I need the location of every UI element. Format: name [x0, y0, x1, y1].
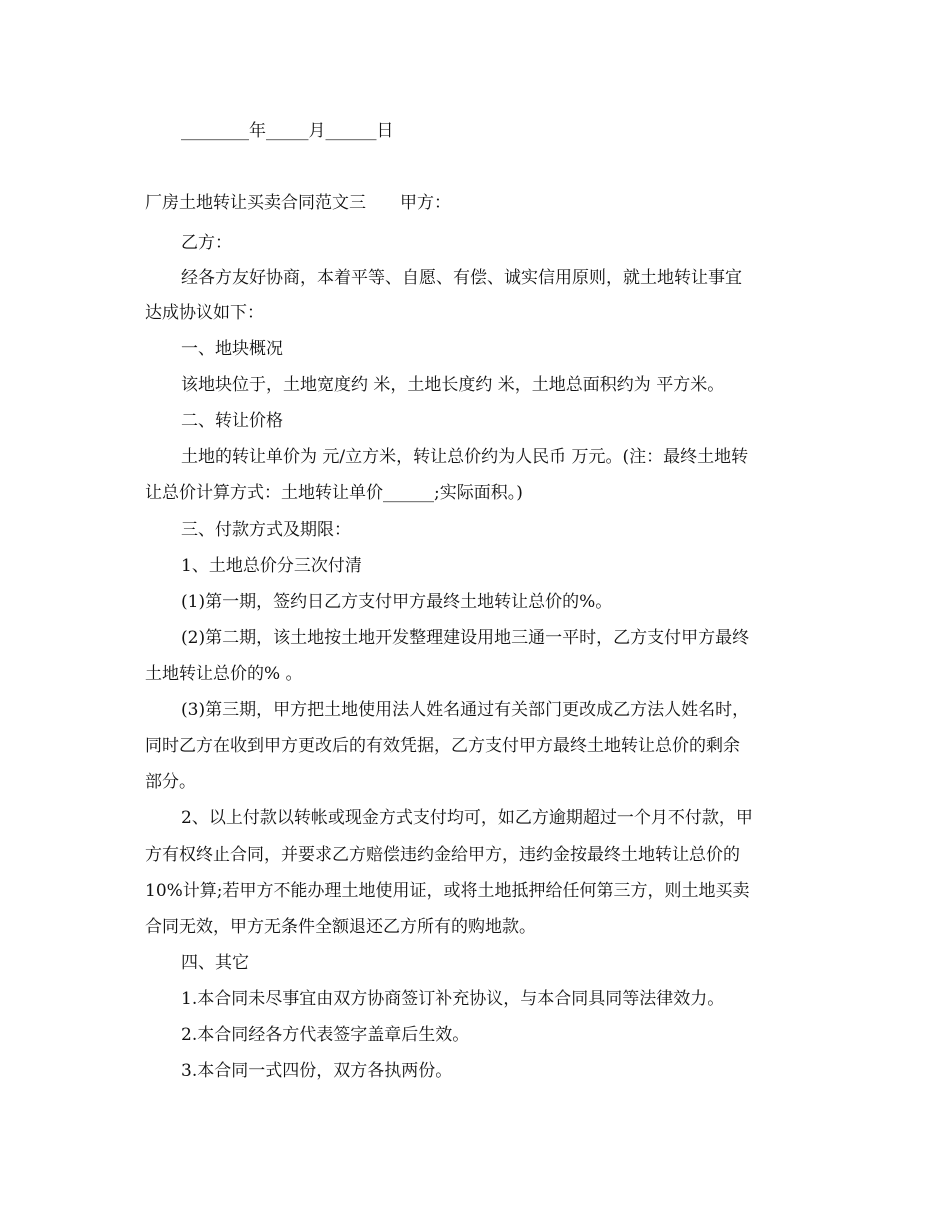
section2-heading: 二、转让价格 [181, 411, 283, 431]
section1-text: 该地块位于，土地宽度约 米，土地长度约 米，土地总面积约为 平方米。 [181, 375, 725, 395]
section3-phase1: (1)第一期，签约日乙方支付甲方最终土地转让总价的%。 [181, 592, 613, 612]
section2-text-line-2: 让总价计算方式：土地转让单价______;实际面积。) [145, 483, 523, 503]
section3-item1: 1、土地总价分三次付清 [181, 556, 362, 576]
section4-item-2: 2.本合同经各方代表签字盖章后生效。 [181, 1025, 470, 1045]
section3-heading: 三、付款方式及期限： [181, 520, 351, 540]
section2-text-line-1: 土地的转让单价为 元/立方米，转让总价约为人民币 万元。(注：最终土地转 [181, 447, 749, 467]
section4-item-3: 3.本合同一式四份，双方各执两份。 [181, 1061, 453, 1081]
section4-item-1: 1.本合同未尽事宜由双方协商签订补充协议，与本合同具同等法律效力。 [181, 989, 725, 1009]
section3-phase3-line-1: (3)第三期，甲方把土地使用法人姓名通过有关部门更改成乙方法人姓名时， [181, 700, 750, 720]
section1-heading: 一、地块概况 [181, 339, 283, 359]
intro-line-1: 经各方友好协商，本着平等、自愿、有偿、诚实信用原则，就土地转让事宜 [181, 268, 742, 288]
intro-line-2: 达成协议如下： [145, 303, 264, 323]
section3-phase2-line-1: (2)第二期，该土地按土地开发整理建设用地三通一平时，乙方支付甲方最终 [181, 628, 750, 648]
section3-item2-line-4: 合同无效，甲方无条件全额退还乙方所有的购地款。 [145, 917, 536, 937]
section3-item2-line-2: 方有权终止合同，并要求乙方赔偿违约金给甲方，违约金按最终土地转让总价的 [145, 845, 740, 865]
section3-item2-line-1: 2、以上付款以转帐或现金方式支付均可，如乙方逾期超过一个月不付款，甲 [181, 808, 753, 828]
party-b-label: 乙方： [181, 233, 232, 253]
contract-title-line: 厂房土地转让买卖合同范文三 甲方： [145, 193, 451, 213]
date-line: ________年_____月______日 [181, 121, 394, 141]
section3-phase3-line-2: 同时乙方在收到甲方更改后的有效凭据，乙方支付甲方最终土地转让总价的剩余 [145, 736, 740, 756]
section3-item2-line-3: 10%计算;若甲方不能办理土地使用证，或将土地抵押给任何第三方，则土地买卖 [145, 881, 750, 901]
section4-heading: 四、其它 [181, 953, 249, 973]
section3-phase2-line-2: 土地转让总价的% 。 [145, 664, 303, 684]
section3-phase3-line-3: 部分。 [145, 772, 196, 792]
